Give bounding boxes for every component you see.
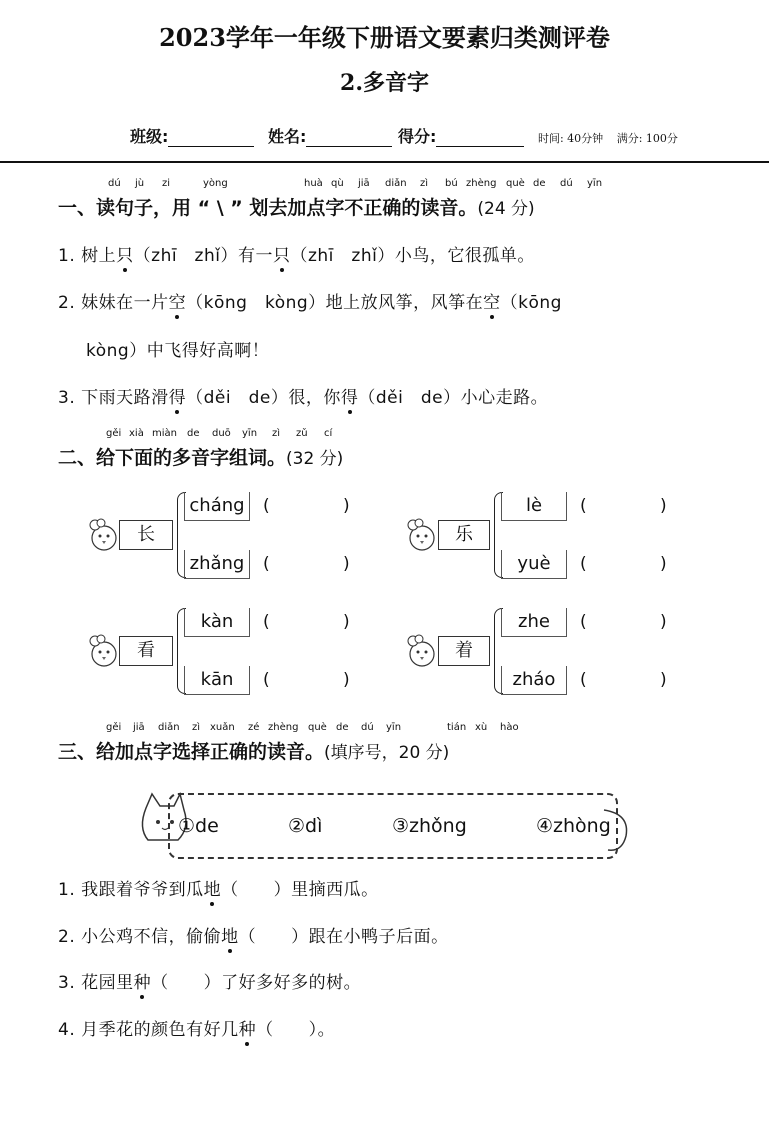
answer-blank[interactable]	[275, 670, 339, 692]
paren-open: (	[263, 670, 270, 690]
answer-blank[interactable]	[275, 612, 339, 634]
text: 妹妹在一片	[81, 293, 169, 313]
section2-heading	[58, 443, 343, 470]
pinyin: hào	[500, 722, 519, 733]
section-score: (32 分)	[286, 449, 344, 469]
paren-open: (	[580, 496, 587, 516]
paren-open: (	[263, 554, 270, 574]
pinyin: jiā	[358, 178, 370, 189]
paren-open: (	[263, 612, 270, 632]
pinyin: zì	[192, 722, 201, 733]
answer-blank[interactable]	[592, 670, 656, 692]
question-number: 3.	[58, 973, 76, 993]
question-number: 2.	[58, 293, 76, 313]
dotted-char: 地	[221, 922, 239, 947]
paren-open: (	[580, 612, 587, 632]
text: 小公鸡不信，偷偷	[81, 927, 222, 947]
answer-blank[interactable]: （ ）跟在小鸭子后面。	[238, 927, 449, 947]
pinyin: diǎn	[158, 722, 180, 733]
question-3-4	[58, 1015, 335, 1040]
name-field[interactable]	[306, 130, 392, 147]
question-1-3	[58, 383, 548, 408]
pinyin: de	[187, 428, 200, 439]
dotted-char: 种	[239, 1015, 257, 1040]
paren-close: )	[343, 612, 350, 632]
pinyin: xù	[475, 722, 488, 733]
pinyin: zǔ	[296, 428, 308, 439]
section-score: (填序号，20 分)	[324, 743, 450, 763]
section-title: 二、给下面的多音字组词。	[58, 447, 287, 469]
pinyin-box: cháng	[184, 492, 250, 521]
paren-close: )	[660, 612, 667, 632]
text: 月季花的颜色有好几	[81, 1020, 239, 1040]
student-info-row	[130, 124, 678, 147]
dotted-char: 种	[134, 968, 152, 993]
dotted-char: 空	[169, 288, 187, 313]
answer-choice[interactable]: （zhī zhǐ）有一	[133, 246, 273, 266]
pinyin: yīn	[386, 722, 402, 733]
dotted-char: 得	[169, 383, 187, 408]
dotted-char: 只	[273, 241, 291, 266]
option-de: ①de	[178, 815, 219, 837]
pinyin-box: zhǎng	[184, 550, 250, 579]
text: 下雨天路滑	[81, 388, 169, 408]
pinyin: xuǎn	[210, 722, 235, 733]
section-title: 一、读句子，用 “ \ ” 划去加点字不正确的读音。	[58, 197, 478, 219]
text: 树上	[81, 246, 117, 266]
answer-blank[interactable]	[275, 554, 339, 576]
pinyin: jiā	[133, 722, 145, 733]
paren-open: (	[263, 496, 270, 516]
page-title: 2023学年一年级下册语文要素归类测评卷	[159, 23, 610, 52]
answer-choice[interactable]: （děi de）小心走路。	[358, 388, 549, 408]
answer-blank[interactable]: （ ）了好多好多的树。	[151, 973, 362, 993]
option-zhong3: ③zhǒng	[392, 815, 467, 837]
pinyin-box: kān	[184, 666, 250, 695]
pinyin: zi	[162, 178, 171, 189]
pinyin: miàn	[152, 428, 177, 439]
pinyin: jù	[135, 178, 145, 189]
answer-choice[interactable]: （kōng	[500, 293, 562, 313]
answer-blank[interactable]	[275, 496, 339, 518]
character-box: 乐	[438, 520, 490, 550]
option-zhong4: ④zhòng	[536, 815, 611, 837]
answer-blank[interactable]	[592, 496, 656, 518]
question-number: 4.	[58, 1020, 76, 1040]
paren-close: )	[343, 554, 350, 574]
answer-blank[interactable]: （ ）。	[256, 1020, 336, 1040]
answer-choice[interactable]: （kōng kòng）地上放风筝，风筝在	[186, 293, 484, 313]
pinyin: duō	[212, 428, 231, 439]
pinyin: yòng	[203, 178, 228, 189]
answer-choice[interactable]: （zhī zhǐ）小鸟，它很孤单。	[290, 246, 535, 266]
dotted-char: 只	[116, 241, 134, 266]
pinyin: diǎn	[385, 178, 407, 189]
cartoon-chick-icon	[402, 516, 442, 556]
option-di: ②dì	[288, 815, 323, 837]
section3-heading	[58, 737, 449, 764]
cartoon-chick-icon	[84, 516, 124, 556]
character-box: 长	[119, 520, 173, 550]
question-3-1	[58, 875, 379, 900]
score-label: 得分:	[397, 127, 437, 146]
pinyin-box: lè	[501, 492, 567, 521]
character-box: 着	[438, 636, 490, 666]
dotted-char: 空	[483, 288, 501, 313]
pinyin: dú	[108, 178, 121, 189]
pinyin: tián	[447, 722, 467, 733]
pinyin-box: zhe	[501, 608, 567, 637]
answer-choice[interactable]: （děi de）很，你	[186, 388, 341, 408]
answer-blank[interactable]	[592, 554, 656, 576]
character-box: 看	[119, 636, 173, 666]
pinyin: zhèng	[268, 722, 299, 733]
question-number: 1.	[58, 246, 76, 266]
pinyin: qù	[331, 178, 344, 189]
section1-heading	[58, 193, 535, 220]
pinyin: gěi	[106, 428, 122, 439]
paren-close: )	[343, 496, 350, 516]
reading-options-box	[168, 793, 618, 859]
name-label: 姓名:	[267, 127, 307, 146]
paren-open: (	[580, 554, 587, 574]
pinyin: cí	[324, 428, 333, 439]
question-number: 1.	[58, 880, 76, 900]
pinyin-box: zháo	[501, 666, 567, 695]
paren-open: (	[580, 670, 587, 690]
question-3-3	[58, 968, 361, 993]
dotted-char: 得	[341, 383, 359, 408]
pinyin: xià	[129, 428, 144, 439]
dotted-char: 地	[204, 875, 222, 900]
pinyin: zhèng	[466, 178, 497, 189]
pinyin: què	[506, 178, 525, 189]
section-score: (24 分)	[477, 199, 535, 219]
pinyin: gěi	[106, 722, 122, 733]
cartoon-chick-icon	[84, 632, 124, 672]
cartoon-chick-icon	[402, 632, 442, 672]
pinyin-box: kàn	[184, 608, 250, 637]
section-title: 三、给加点字选择正确的读音。	[58, 741, 325, 763]
score-field[interactable]	[436, 130, 524, 147]
pinyin: zé	[248, 722, 260, 733]
page-subtitle: 2.多音字	[340, 70, 429, 96]
pinyin: huà	[304, 178, 323, 189]
pinyin: bú	[445, 178, 458, 189]
question-number: 3.	[58, 388, 76, 408]
question-3-2	[58, 922, 449, 947]
text: 我跟着爷爷到瓜	[81, 880, 204, 900]
pinyin: dú	[361, 722, 374, 733]
header-divider	[0, 161, 769, 163]
question-1-1	[58, 241, 535, 266]
pinyin: zì	[272, 428, 281, 439]
pinyin: dú	[560, 178, 573, 189]
paren-close: )	[660, 554, 667, 574]
class-label: 班级:	[130, 127, 169, 146]
class-field[interactable]	[168, 130, 254, 147]
paren-close: )	[660, 496, 667, 516]
pinyin: yīn	[242, 428, 258, 439]
question-1-2-cont[interactable]: kòng）中飞得好高啊！	[86, 341, 270, 361]
pinyin-box: yuè	[501, 550, 567, 579]
pinyin: de	[533, 178, 546, 189]
full-score-info: 满分: 100分	[616, 132, 678, 145]
answer-blank[interactable]: （ ）里摘西瓜。	[221, 880, 379, 900]
text: 花园里	[81, 973, 134, 993]
pinyin: què	[308, 722, 327, 733]
paren-close: )	[343, 670, 350, 690]
pinyin: zì	[420, 178, 429, 189]
answer-blank[interactable]	[592, 612, 656, 634]
time-info: 时间: 40分钟	[537, 132, 604, 145]
pinyin: de	[336, 722, 349, 733]
question-number: 2.	[58, 927, 76, 947]
pinyin: yīn	[587, 178, 603, 189]
question-1-2	[58, 288, 562, 313]
paren-close: )	[660, 670, 667, 690]
